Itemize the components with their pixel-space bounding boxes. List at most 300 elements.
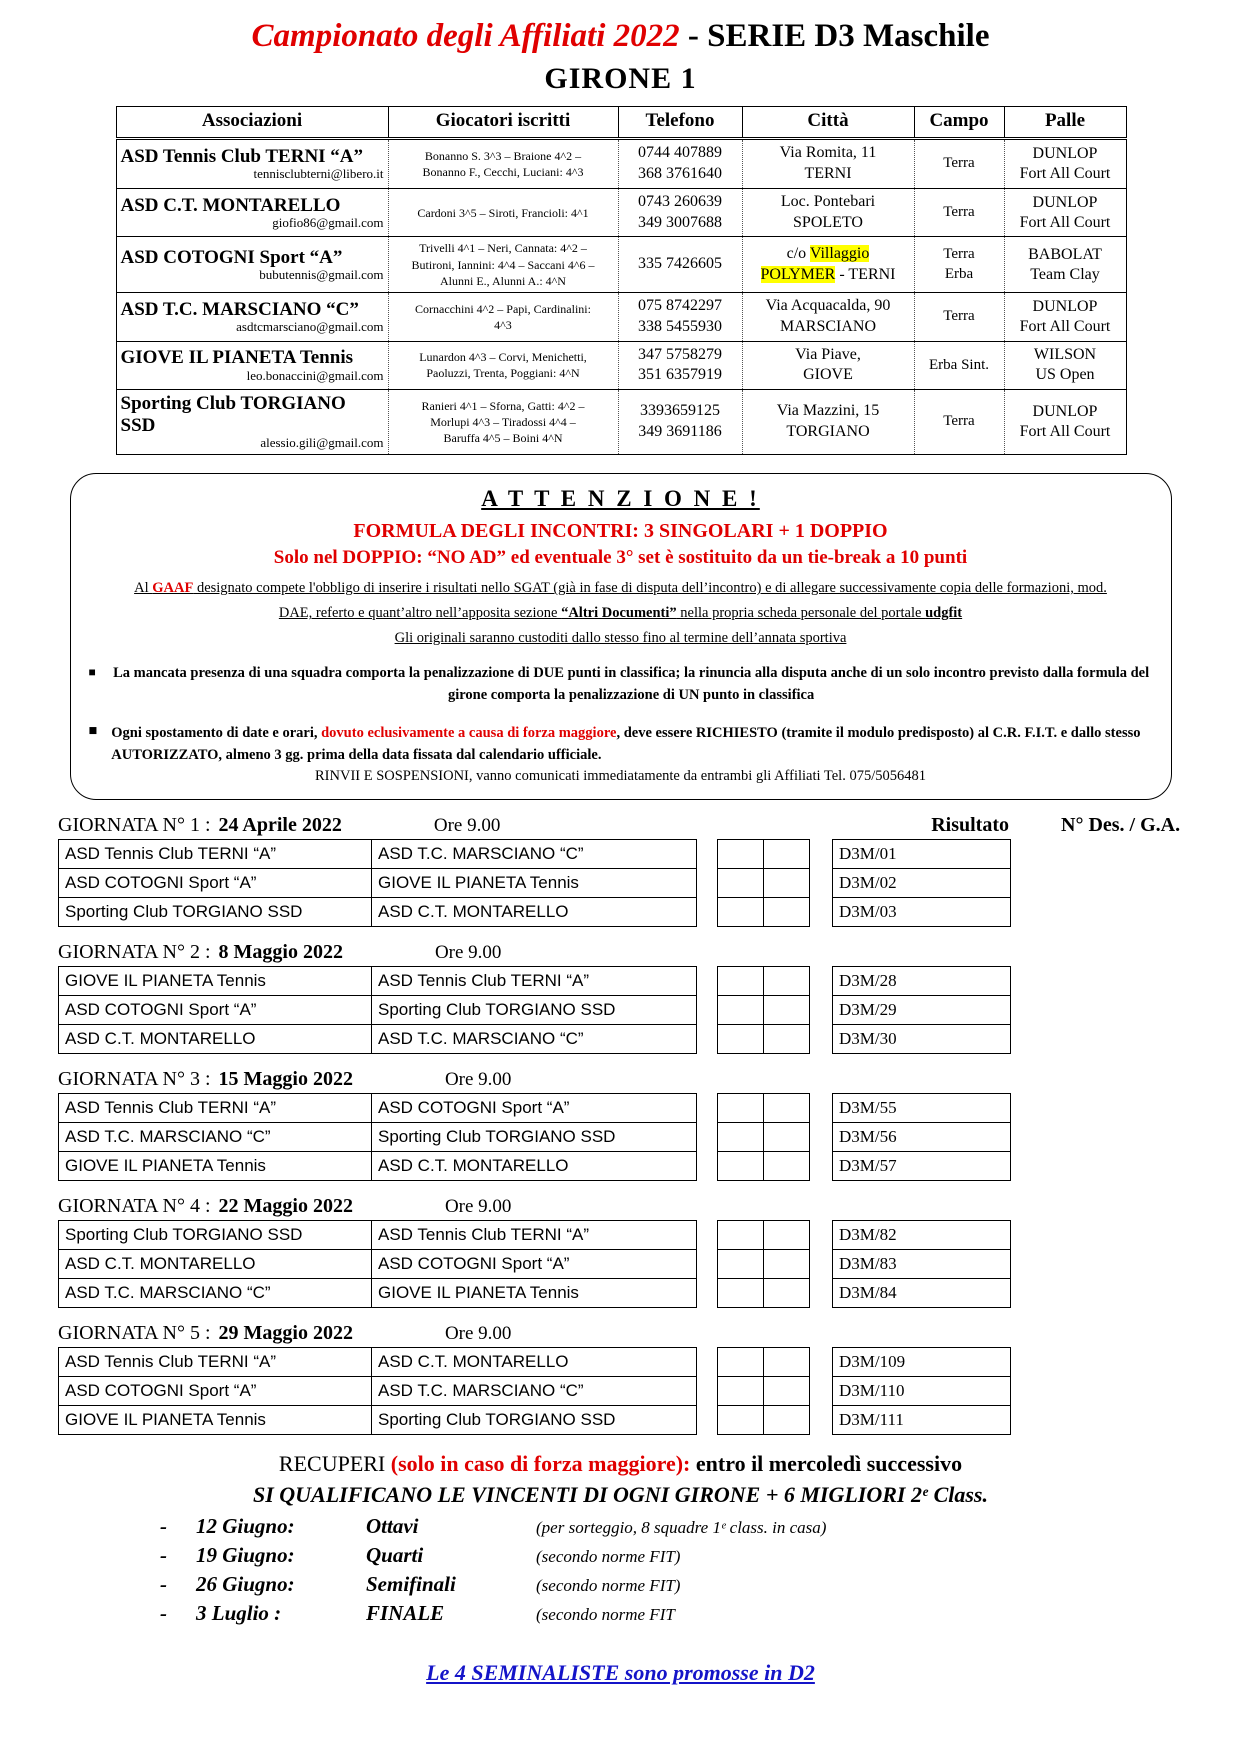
city-line: Loc. Pontebari	[780, 192, 876, 210]
cell-palle	[1004, 293, 1126, 342]
ball-model: US Open	[1035, 366, 1095, 384]
giornate-section	[0, 814, 1241, 1435]
ndes-row	[833, 1221, 1011, 1250]
away-team: ASD C.T. MONTARELLO	[372, 1152, 697, 1181]
home-team: ASD C.T. MONTARELLO	[59, 1250, 372, 1279]
players-line: Bonanno F., Cecchi, Luciani: 4^3	[422, 165, 584, 180]
giornata-label: GIORNATA N° 5 :	[58, 1322, 211, 1345]
match-row	[59, 898, 697, 927]
risultato-table	[717, 1347, 810, 1435]
ndes-row	[833, 1377, 1011, 1406]
giornata-number: 3	[189, 1068, 200, 1091]
risultato-cell-away[interactable]	[764, 1377, 810, 1406]
risultato-row	[718, 869, 810, 898]
giornata-number: 5	[189, 1322, 200, 1345]
city-line: Via Piave,	[795, 345, 861, 363]
city-line: TORGIANO	[786, 422, 870, 440]
recuperi-condition: (solo in caso di forza maggiore):	[390, 1451, 691, 1477]
header-campo: Campo	[914, 107, 1004, 139]
team-name: ASD T.C. MARSCIANO “C”	[120, 298, 359, 320]
risultato-cell-away[interactable]	[764, 1221, 810, 1250]
giornata-2-header	[58, 941, 1241, 964]
table-row	[116, 188, 1126, 237]
cell-citta	[742, 237, 914, 293]
home-team: ASD Tennis Club TERNI “A”	[59, 1094, 372, 1123]
qualificazione-line: SI QUALIFICANO LE VINCENTI DI OGNI GIRONE + 6 MIGLIORI 2ᵉ Class.	[253, 1482, 988, 1508]
risultato-cell-away[interactable]	[764, 967, 810, 996]
ndes-cell: D3M/29	[833, 996, 1011, 1025]
giornata-1-header	[58, 814, 1241, 837]
ndes-row	[833, 996, 1011, 1025]
match-row	[59, 1025, 697, 1054]
reschedule-bullet	[89, 723, 1153, 767]
risultato-table	[717, 839, 810, 927]
match-row	[59, 840, 697, 869]
cell-citta	[742, 293, 914, 342]
risultato-cell-away[interactable]	[764, 898, 810, 927]
team-email: bubutennis@gmail.com	[259, 266, 384, 282]
table-row	[116, 293, 1126, 342]
risultato-cell-away[interactable]	[764, 1406, 810, 1435]
giornata-4-header	[58, 1195, 1241, 1218]
cell-palle	[1004, 390, 1126, 454]
surface-line: Terra	[943, 246, 975, 263]
cell-associazione	[116, 188, 388, 237]
giornata-4	[58, 1195, 1241, 1308]
giornata-prefix: GIORNATA N°	[58, 1322, 185, 1345]
giornata-prefix: GIORNATA N°	[58, 1195, 185, 1218]
cell-palle	[1004, 188, 1126, 237]
players-line: Alunni E., Alunni A.: 4^N	[440, 273, 566, 288]
cell-giocatori	[388, 341, 618, 390]
risultato-cell-home[interactable]	[718, 1250, 764, 1279]
round-note: (per sorteggio, 8 squadre 1ᵉ class. in casa)	[536, 1518, 827, 1538]
city-suffix: - TERNI	[835, 265, 896, 283]
city-line	[747, 244, 910, 265]
cell-citta	[742, 341, 914, 390]
giornata-5	[58, 1322, 1241, 1435]
away-team: ASD T.C. MARSCIANO “C”	[372, 840, 697, 869]
risultato-cell-home[interactable]	[718, 869, 764, 898]
documenti-mid: nella propria scheda personale del portale	[676, 605, 926, 622]
giornata-prefix: GIORNATA N°	[58, 941, 185, 964]
home-team: ASD COTOGNI Sport “A”	[59, 1377, 372, 1406]
players-line: Paoluzzi, Trenta, Poggiani: 4^N	[426, 366, 580, 381]
ndes-table	[832, 1347, 1011, 1435]
home-team: ASD COTOGNI Sport “A”	[59, 996, 372, 1025]
risultato-row	[718, 1025, 810, 1054]
penalty-bullet	[89, 663, 1153, 707]
risultato-row	[718, 1094, 810, 1123]
giornata-1	[58, 814, 1241, 927]
ndes-table	[832, 966, 1011, 1054]
ndes-row	[833, 967, 1011, 996]
risultato-cell-home[interactable]	[718, 1123, 764, 1152]
players-line: Cardoni 3^5 – Siroti, Francioli: 4^1	[417, 205, 589, 220]
away-team: ASD COTOGNI Sport “A”	[372, 1094, 697, 1123]
team-name: ASD Tennis Club TERNI “A”	[120, 145, 364, 167]
round-name: Quarti	[366, 1543, 424, 1568]
table-row	[116, 139, 1126, 189]
risultato-cell-away[interactable]	[764, 996, 810, 1025]
cell-associazione	[116, 390, 388, 454]
round-name: Semifinali	[366, 1572, 456, 1597]
ball-brand: DUNLOP	[1032, 297, 1098, 315]
players-line: Baruffa 4^5 – Boini 4^N	[443, 431, 563, 446]
players-line: Cornacchini 4^2 – Papi, Cardinalini:	[415, 301, 591, 316]
phone-line: 3393659125	[640, 402, 720, 420]
risultato-cell-home[interactable]	[718, 898, 764, 927]
ball-model: Fort All Court	[1019, 165, 1111, 183]
risultato-cell-away[interactable]	[764, 1123, 810, 1152]
ndes-row	[833, 1123, 1011, 1152]
risultato-row	[718, 1348, 810, 1377]
match-row	[59, 967, 697, 996]
round-item	[160, 1572, 1241, 1597]
team-name: Sporting Club TORGIANO SSD	[120, 393, 346, 436]
doppio-rule-line: Solo nel DOPPIO: “NO AD” ed eventuale 3° set è sostituito da un tie-break a 10 punti	[273, 546, 968, 568]
round-date: 3 Luglio :	[196, 1601, 282, 1626]
round-item	[160, 1543, 1241, 1568]
phone-line: 335 7426605	[638, 255, 722, 273]
risultato-cell-away[interactable]	[764, 1348, 810, 1377]
city-line: MARSCIANO	[779, 317, 876, 335]
table-row	[116, 390, 1126, 454]
risultato-row	[718, 1221, 810, 1250]
reschedule-text	[111, 723, 1152, 767]
risultato-cell-home[interactable]	[718, 1094, 764, 1123]
originali-paragraph: Gli originali saranno custoditi dallo stesso fino al termine dell’annata sportiva	[394, 630, 847, 647]
header-associazioni: Associazioni	[116, 107, 388, 139]
team-email: alessio.gili@gmail.com	[260, 434, 384, 450]
giornata-1-tables	[58, 839, 1241, 927]
gaaf-paragraph	[89, 578, 1153, 599]
risultato-table	[717, 966, 810, 1054]
risultato-cell-away[interactable]	[764, 1025, 810, 1054]
cell-giocatori	[388, 237, 618, 293]
city-line: Via Mazzini, 15	[776, 402, 880, 420]
cell-associazione	[116, 139, 388, 189]
cell-telefono	[618, 341, 742, 390]
giornata-4-tables	[58, 1220, 1241, 1308]
gaaf-label: GAAF	[152, 580, 194, 597]
matches-table	[58, 1347, 697, 1435]
ball-brand: DUNLOP	[1032, 193, 1098, 211]
risultato-cell-home[interactable]	[718, 1279, 764, 1308]
away-team: ASD C.T. MONTARELLO	[372, 898, 697, 927]
risultato-row	[718, 967, 810, 996]
away-team: GIOVE IL PIANETA Tennis	[372, 1279, 697, 1308]
match-row	[59, 1406, 697, 1435]
cell-campo	[914, 139, 1004, 189]
gaaf-text: designato compete l'obbligo di inserire i risultati nello SGAT (già in fase di disputa dell’incontro) e di allegare successivamente copia delle formazioni, mod.	[193, 580, 1107, 597]
ndes-cell: D3M/109	[833, 1348, 1011, 1377]
giornata-time: Ore 9.00	[444, 1196, 512, 1218]
cell-associazione	[116, 293, 388, 342]
phone-line: 347 5758279	[638, 345, 722, 363]
giornata-label: GIORNATA N° 4 :	[58, 1195, 211, 1218]
ndes-row	[833, 1406, 1011, 1435]
title-red-part: Campionato degli Affiliati 2022	[251, 18, 680, 54]
round-note: (secondo norme FIT	[536, 1605, 675, 1625]
documenti-prefix: DAE, referto e quant’altro nell’apposita sezione	[278, 605, 562, 622]
giornata-date: 8 Maggio 2022	[218, 941, 343, 964]
cell-campo	[914, 237, 1004, 293]
forza-maggiore-label: dovuto eclusivamente a causa di forza maggiore	[321, 724, 617, 741]
ball-model: Fort All Court	[1019, 422, 1111, 440]
documenti-paragraph	[89, 603, 1153, 624]
round-note: (secondo norme FIT)	[536, 1576, 681, 1596]
giornata-date: 24 Aprile 2022	[218, 814, 342, 837]
surface-line: Terra	[943, 155, 975, 172]
home-team: ASD Tennis Club TERNI “A”	[59, 840, 372, 869]
formula-line: FORMULA DEGLI INCONTRI: 3 SINGOLARI + 1 DOPPIO	[353, 519, 888, 542]
city-line	[747, 265, 910, 286]
ndes-row	[833, 1250, 1011, 1279]
ndes-cell: D3M/83	[833, 1250, 1011, 1279]
round-date: 12 Giugno:	[196, 1514, 295, 1539]
risultato-cell-home[interactable]	[718, 1152, 764, 1181]
bullet-square-icon: ■	[88, 665, 96, 680]
matches-table	[58, 1093, 697, 1181]
home-team: ASD Tennis Club TERNI “A”	[59, 1348, 372, 1377]
round-date: 19 Giugno:	[196, 1543, 295, 1568]
cell-citta	[742, 390, 914, 454]
risultato-cell-away[interactable]	[764, 1250, 810, 1279]
footer-section	[0, 1449, 1241, 1686]
matches-table	[58, 1220, 697, 1308]
ball-brand: WILSON	[1033, 346, 1097, 364]
cell-giocatori	[388, 390, 618, 454]
phone-line: 075 8742297	[638, 297, 722, 315]
giornata-prefix: GIORNATA N°	[58, 814, 185, 837]
match-row	[59, 1279, 697, 1308]
cell-campo	[914, 188, 1004, 237]
ndes-cell: D3M/30	[833, 1025, 1011, 1054]
reschedule-prefix: Ogni spostamento di date e orari,	[111, 724, 322, 741]
giornata-5-header	[58, 1322, 1241, 1345]
players-line: Morlupi 4^3 – Tiradossi 4^4 –	[430, 414, 576, 429]
city-line: Via Romita, 11	[779, 144, 877, 162]
ndes-table	[832, 1220, 1011, 1308]
risultato-cell-away[interactable]	[764, 869, 810, 898]
giornata-number: 1	[189, 814, 200, 837]
udgfit-label: udgfit	[925, 605, 963, 622]
team-name: ASD C.T. MONTARELLO	[120, 194, 341, 216]
home-team: ASD COTOGNI Sport “A”	[59, 869, 372, 898]
ndes-row	[833, 1025, 1011, 1054]
risultato-row	[718, 996, 810, 1025]
away-team: ASD Tennis Club TERNI “A”	[372, 1221, 697, 1250]
cell-giocatori	[388, 188, 618, 237]
ndes-row	[833, 1152, 1011, 1181]
ndes-cell: D3M/55	[833, 1094, 1011, 1123]
risultato-cell-home[interactable]	[718, 1025, 764, 1054]
giornata-3-header	[58, 1068, 1241, 1091]
header-palle: Palle	[1004, 107, 1126, 139]
round-note: (secondo norme FIT)	[536, 1547, 681, 1567]
home-team: ASD T.C. MARSCIANO “C”	[59, 1279, 372, 1308]
ndes-cell: D3M/28	[833, 967, 1011, 996]
home-team: ASD C.T. MONTARELLO	[59, 1025, 372, 1054]
city-line: GIOVE	[803, 366, 853, 384]
giornata-label: GIORNATA N° 2 :	[58, 941, 211, 964]
giornata-2-tables	[58, 966, 1241, 1054]
risultato-row	[718, 1250, 810, 1279]
risultato-cell-home[interactable]	[718, 1221, 764, 1250]
match-row	[59, 1123, 697, 1152]
ndes-row	[833, 1348, 1011, 1377]
ball-model: Fort All Court	[1019, 213, 1111, 231]
away-team: ASD Tennis Club TERNI “A”	[372, 967, 697, 996]
surface-line: Erba Sint.	[929, 356, 989, 373]
players-line: Bonanno S. 3^3 – Braione 4^2 –	[424, 148, 582, 163]
team-name: GIOVE IL PIANETA Tennis	[120, 347, 353, 369]
promotion-line: Le 4 SEMINALISTE sono promosse in D2	[426, 1660, 815, 1686]
players-line: Lunardon 4^3 – Corvi, Menichetti,	[419, 350, 587, 365]
team-email: asdtcmarsciano@gmail.com	[236, 319, 384, 334]
ball-brand: DUNLOP	[1032, 145, 1098, 163]
ndes-header: N° Des. / G.A.	[1061, 814, 1181, 837]
surface-line: Terra	[943, 413, 975, 430]
match-row	[59, 1250, 697, 1279]
title-black-part: - SERIE D3 Maschile	[679, 18, 990, 54]
risultato-cell-away[interactable]	[764, 840, 810, 869]
teams-table-wrapper	[116, 106, 1126, 454]
home-team: ASD T.C. MARSCIANO “C”	[59, 1123, 372, 1152]
ndes-cell: D3M/57	[833, 1152, 1011, 1181]
attenzione-box	[70, 473, 1172, 801]
ndes-row	[833, 898, 1011, 927]
phone-line: 338 5455930	[638, 317, 722, 335]
city-line: TERNI	[804, 165, 852, 183]
home-team: Sporting Club TORGIANO SSD	[59, 1221, 372, 1250]
risultato-cell-home[interactable]	[718, 1406, 764, 1435]
away-team: ASD C.T. MONTARELLO	[372, 1348, 697, 1377]
giornata-3-tables	[58, 1093, 1241, 1181]
risultato-row	[718, 898, 810, 927]
phone-line: 368 3761640	[638, 165, 722, 183]
ndes-cell: D3M/01	[833, 840, 1011, 869]
teams-table	[116, 106, 1127, 454]
risultato-cell-away[interactable]	[764, 1279, 810, 1308]
team-email: leo.bonaccini@gmail.com	[246, 367, 384, 383]
risultato-header: Risultato	[931, 814, 1009, 837]
altri-documenti-label: “Altri Documenti”	[561, 605, 677, 622]
match-row	[59, 1152, 697, 1181]
ndes-cell: D3M/111	[833, 1406, 1011, 1435]
away-team: GIOVE IL PIANETA Tennis	[372, 869, 697, 898]
giornata-prefix: GIORNATA N°	[58, 1068, 185, 1091]
risultato-table	[717, 1093, 810, 1181]
cell-campo	[914, 341, 1004, 390]
risultato-cell-away[interactable]	[764, 1152, 810, 1181]
giornata-number: 4	[189, 1195, 200, 1218]
giornata-5-tables	[58, 1347, 1241, 1435]
risultato-cell-home[interactable]	[718, 1377, 764, 1406]
reschedule-suffix: , deve essere RICHIESTO (tramite il modulo predisposto) al C.R. F.I.T. e dallo stesso AUTORIZZATO, almeno 3 gg. prima della data fissata dal calendario ufficiale.	[111, 724, 1141, 763]
risultato-row	[718, 1152, 810, 1181]
teams-table-header-row	[116, 107, 1126, 139]
giornata-time: Ore 9.00	[434, 942, 502, 964]
round-date: 26 Giugno:	[196, 1572, 295, 1597]
ndes-cell: D3M/84	[833, 1279, 1011, 1308]
rinvii-line: RINVII E SOSPENSIONI, vanno comunicati immediatamente da entrambi gli Affiliati Tel. 075/5056481	[315, 768, 926, 785]
ndes-cell: D3M/110	[833, 1377, 1011, 1406]
ndes-row	[833, 1094, 1011, 1123]
team-email: tennisclubterni@libero.it	[253, 166, 384, 182]
players-line: Trivelli 4^1 – Neri, Cannata: 4^2 –	[419, 241, 587, 256]
table-row	[116, 237, 1126, 293]
recuperi-label: RECUPERI	[278, 1451, 391, 1477]
round-item	[160, 1601, 1241, 1626]
ndes-row	[833, 1279, 1011, 1308]
city-line: SPOLETO	[793, 213, 863, 231]
cell-telefono	[618, 293, 742, 342]
bullet-square-icon: ■	[88, 722, 98, 739]
cell-associazione	[116, 237, 388, 293]
giornata-time: Ore 9.00	[433, 815, 501, 837]
match-row	[59, 1377, 697, 1406]
giornata-number: 2	[189, 941, 200, 964]
ball-brand: DUNLOP	[1032, 402, 1098, 420]
away-team: ASD T.C. MARSCIANO “C”	[372, 1377, 697, 1406]
risultato-row	[718, 1279, 810, 1308]
risultato-cell-home[interactable]	[718, 1348, 764, 1377]
phone-line: 0743 260639	[638, 192, 722, 210]
cell-giocatori	[388, 293, 618, 342]
surface-line: Terra	[943, 308, 975, 325]
risultato-cell-home[interactable]	[718, 840, 764, 869]
round-dash: -	[160, 1601, 167, 1626]
risultato-cell-away[interactable]	[764, 1094, 810, 1123]
home-team: GIOVE IL PIANETA Tennis	[59, 1406, 372, 1435]
document-title	[0, 0, 1241, 96]
team-email: giofio86@gmail.com	[272, 214, 384, 230]
table-row	[116, 341, 1126, 390]
away-team: Sporting Club TORGIANO SSD	[372, 1406, 697, 1435]
penalty-text: La mancata presenza di una squadra comporta la penalizzazione di DUE punti in classifica; la rinuncia alla disputa anche di un solo incontro previsto dalla formula del girone comporta la penalizzazione di UN punto in classifica	[113, 665, 1150, 704]
risultato-cell-home[interactable]	[718, 967, 764, 996]
risultato-cell-home[interactable]	[718, 996, 764, 1025]
cell-telefono	[618, 237, 742, 293]
city-highlight: POLYMER	[760, 265, 836, 283]
risultato-row	[718, 1123, 810, 1152]
cell-giocatori	[388, 139, 618, 189]
header-giocatori: Giocatori iscritti	[388, 107, 618, 139]
players-line: Butironi, Iannini: 4^4 – Saccani 4^6 –	[411, 257, 595, 272]
home-team: Sporting Club TORGIANO SSD	[59, 898, 372, 927]
phone-line: 349 3691186	[638, 422, 722, 440]
cell-telefono	[618, 188, 742, 237]
giornata-time: Ore 9.00	[444, 1069, 512, 1091]
match-row	[59, 1094, 697, 1123]
rounds-list	[160, 1514, 1241, 1626]
cell-telefono	[618, 139, 742, 189]
cell-campo	[914, 390, 1004, 454]
team-name: ASD COTOGNI Sport “A”	[120, 246, 343, 268]
ndes-row	[833, 840, 1011, 869]
risultato-table	[717, 1220, 810, 1308]
matches-table	[58, 839, 697, 927]
cell-associazione	[116, 341, 388, 390]
header-citta: Città	[742, 107, 914, 139]
city-highlight: Villaggio	[809, 244, 870, 262]
giornata-label: GIORNATA N° 1 :	[58, 814, 211, 837]
cell-campo	[914, 293, 1004, 342]
giornata-date: 15 Maggio 2022	[218, 1068, 353, 1091]
ball-model: Team Clay	[1030, 265, 1100, 283]
